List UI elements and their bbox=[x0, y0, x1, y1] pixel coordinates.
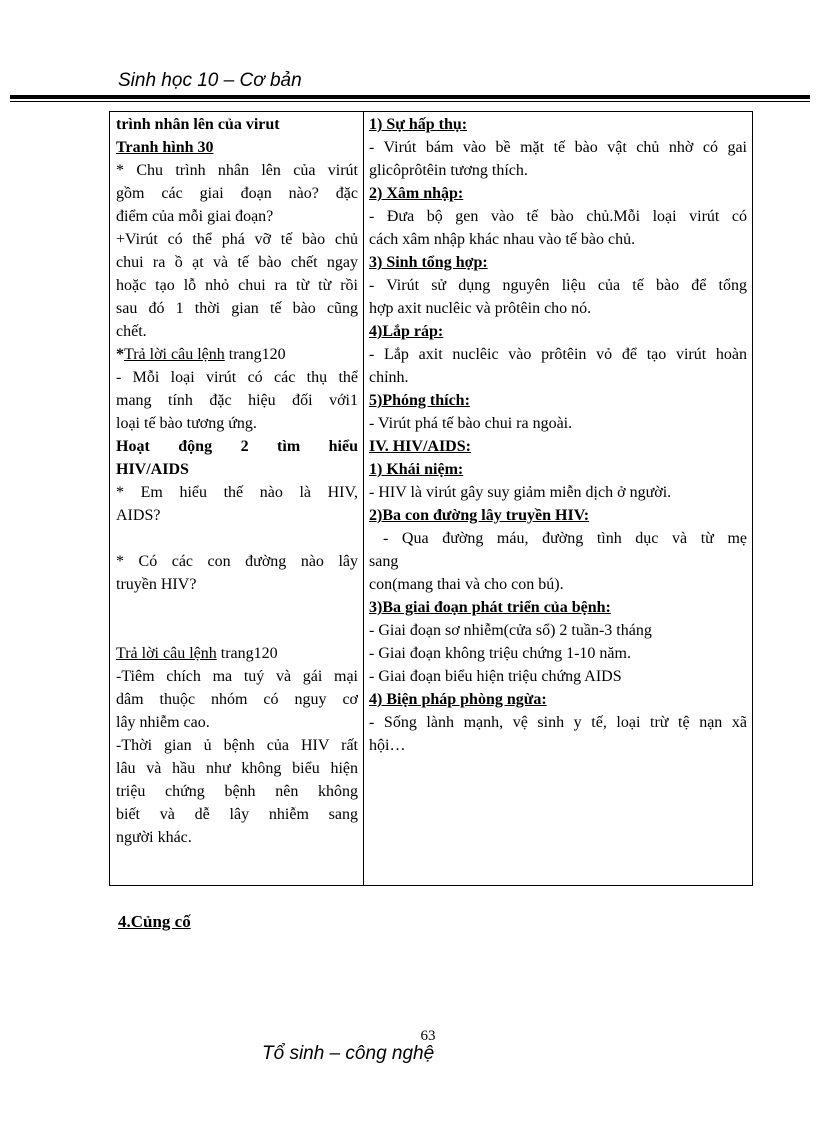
table-line: điểm của mỗi giai đoạn? bbox=[116, 208, 274, 225]
table-line: - Đưa bộ gen vào tế bào chủ.Mỗi loại virút có bbox=[369, 208, 747, 225]
section-heading: 2)Ba con đường lây truyền HIV: bbox=[369, 507, 590, 524]
column-divider bbox=[363, 112, 364, 885]
lesson-table bbox=[109, 111, 753, 886]
table-line: +Virút có thể phá vỡ tế bào chủ bbox=[116, 231, 358, 248]
table-line bbox=[116, 343, 358, 366]
table-line: loại tế bào tương ứng. bbox=[116, 415, 257, 432]
table-line: gồm các giai đoạn nào? đặc bbox=[116, 185, 358, 202]
section-heading: 4) Biện pháp phòng ngừa: bbox=[369, 691, 547, 708]
table-line: chỉnh. bbox=[369, 369, 409, 386]
table-line: glicôprôtêin tương thích. bbox=[369, 162, 528, 179]
table-line: - HIV là virút gây suy giảm miễn dịch ở người. bbox=[369, 484, 672, 501]
table-line: cách xâm nhập khác nhau vào tế bào chủ. bbox=[369, 231, 636, 248]
section-heading: 1) Khái niệm: bbox=[369, 461, 464, 478]
table-line: hội… bbox=[369, 737, 406, 754]
table-line: biết và dễ lây nhiễm sang bbox=[116, 806, 358, 823]
blank-line bbox=[116, 596, 358, 619]
page-header-title: Sinh học 10 – Cơ bản bbox=[118, 70, 302, 91]
table-line: con(mang thai và cho con bú). bbox=[369, 576, 564, 593]
section-heading: 2) Xâm nhập: bbox=[369, 185, 464, 202]
table-line: -Tiêm chích ma tuý và gái mại bbox=[116, 668, 358, 685]
table-line: mang tính đặc hiệu đối với1 bbox=[116, 392, 358, 409]
table-line: người khác. bbox=[116, 829, 192, 846]
table-line: * Có các con đường nào lây bbox=[116, 553, 358, 570]
table-line: sau đó 1 thời gian tế bào cũng bbox=[116, 300, 358, 317]
table-line: - Lắp axit nuclêic vào prôtêin vỏ để tạo virút hoàn bbox=[369, 346, 747, 363]
blank-line bbox=[116, 619, 358, 642]
page-reference: trang120 bbox=[224, 346, 286, 363]
table-line: chui ra ồ ạt và tế bào chết ngay bbox=[116, 254, 358, 271]
section-heading: 4)Lắp ráp: bbox=[369, 323, 444, 340]
table-line: - Mỗi loại virút có các thụ thể bbox=[116, 369, 358, 386]
teacher-student-activity-column bbox=[116, 113, 358, 849]
table-line: trình nhân lên của virut bbox=[116, 116, 280, 133]
table-line: -Thời gian ủ bệnh của HIV rất bbox=[116, 737, 358, 754]
header-rule-thin bbox=[10, 101, 810, 102]
table-line: AIDS? bbox=[116, 507, 161, 524]
table-line: lây nhiễm cao. bbox=[116, 714, 210, 731]
table-line: lâu và hầu như không biểu hiện bbox=[116, 760, 358, 777]
table-line: HIV/AIDS bbox=[116, 461, 189, 478]
table-line: Tranh hình 30 bbox=[116, 139, 214, 156]
answer-prompt-label: Trả lời câu lệnh bbox=[124, 346, 225, 363]
table-line: - Giai đoạn sơ nhiễm(cửa sổ) 2 tuần-3 tháng bbox=[369, 622, 652, 639]
table-line: - Virút phá tế bào chui ra ngoài. bbox=[369, 415, 573, 432]
answer-prompt-label: Trả lời câu lệnh bbox=[116, 645, 217, 662]
star-mark: * bbox=[116, 346, 124, 363]
section-heading: 3)Ba giai đoạn phát triển của bệnh: bbox=[369, 599, 611, 616]
page-footer-title: Tổ sinh – công nghệ bbox=[262, 1043, 435, 1064]
table-line: sang bbox=[369, 553, 399, 570]
table-line: - Qua đường máu, đường tình dục và từ mẹ bbox=[383, 530, 747, 547]
table-line: triệu chứng bệnh nên không bbox=[116, 783, 358, 800]
table-line: Hoạt động 2 tìm hiểu bbox=[116, 438, 358, 455]
header-rule-thick bbox=[10, 95, 810, 99]
section-heading: 1) Sự hấp thụ: bbox=[369, 116, 468, 133]
table-line: hợp axit nuclêic và prôtêin cho nó. bbox=[369, 300, 592, 317]
table-line: - Giai đoạn biểu hiện triệu chứng AIDS bbox=[369, 668, 622, 685]
table-line bbox=[116, 642, 358, 665]
table-line: hoặc tạo lỗ nhỏ chui ra từ từ rồi bbox=[116, 277, 358, 294]
table-line: - Giai đoạn không triệu chứng 1-10 năm. bbox=[369, 645, 631, 662]
section-heading: 5)Phóng thích: bbox=[369, 392, 470, 409]
table-line: * Chu trình nhân lên của virút bbox=[116, 162, 358, 179]
table-line: - Virút sử dụng nguyên liệu của tế bào để tổng bbox=[369, 277, 747, 294]
section-heading: IV. HIV/AIDS: bbox=[369, 438, 471, 455]
table-line: * Em hiểu thế nào là HIV, bbox=[116, 484, 358, 501]
section-consolidation-heading: 4.Củng cố bbox=[118, 912, 191, 931]
section-heading: 3) Sinh tổng hợp: bbox=[369, 254, 488, 271]
table-line: - Virút bám vào bề mặt tế bào vật chủ nhờ có gai bbox=[369, 139, 747, 156]
table-line: truyền HIV? bbox=[116, 576, 197, 593]
page-reference: trang120 bbox=[216, 645, 278, 662]
table-line: dâm thuộc nhóm có nguy cơ bbox=[116, 691, 358, 708]
table-line: chết. bbox=[116, 323, 147, 340]
content-column bbox=[369, 113, 747, 757]
page-number: 63 bbox=[420, 1028, 436, 1044]
table-line: - Sống lành mạnh, vệ sinh y tế, loại trừ tệ nạn xã bbox=[369, 714, 747, 731]
blank-line bbox=[116, 527, 358, 550]
